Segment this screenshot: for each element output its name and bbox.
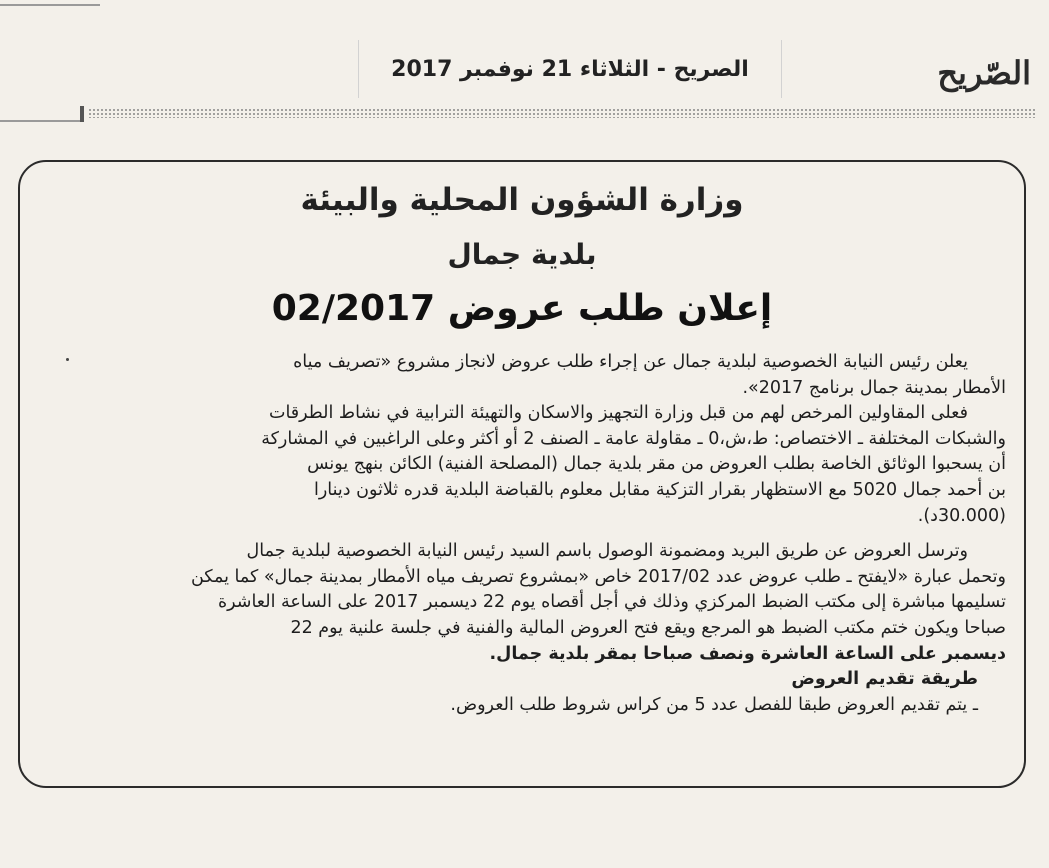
- rule-tick: [80, 106, 84, 122]
- top-rule: [0, 4, 100, 6]
- body-line: والشبكات المختلفة ـ الاختصاص: ط،ش،0 ـ مقاولة عامة ـ الصنف 2 أو أكثر وعلى الراغبين في المشاركة: [261, 428, 1006, 449]
- body-line: يعلن رئيس النيابة الخصوصية لبلدية جمال عن إجراء طلب عروض لانجاز مشروع «تصريف مياه: [293, 352, 968, 372]
- section-title: طريقة تقديم العروض: [791, 669, 978, 690]
- body-line: بن أحمد جمال 5020 مع الاستظهار بقرار التزكية مقابل معلوم بالقباضة البلدية قدره ثلاثون دينارا: [313, 479, 1006, 500]
- announcement-title: إعلان طلب عروض 02/2017: [271, 288, 773, 329]
- announcement-body: [38, 350, 1006, 718]
- municipality-heading: بلدية جمال: [447, 238, 597, 271]
- paragraph-submission: [38, 539, 1006, 667]
- body-line: وتحمل عبارة «لايفتح ـ طلب عروض عدد 2017/02 خاص «بمشروع تصريف مياه الأمطار بمدينة جمال» كما يمكن: [190, 566, 1006, 587]
- paragraph-eligibility: [38, 401, 1006, 529]
- body-line: وترسل العروض عن طريق البريد ومضمونة الوصول باسم السيد رئيس النيابة الخصوصية لبلدية جمال: [246, 541, 968, 562]
- header-dateline: الصريح - الثلاثاء 21 نوفمبر 2017: [391, 56, 749, 82]
- body-line: فعلى المقاولين المرخص لهم من قبل وزارة التجهيز والاسكان والتهيئة الترابية في نشاط الطرقات: [268, 403, 968, 424]
- body-line: أن يسحبوا الوثائق الخاصة بطلب العروض من مقر بلدية جمال (المصلحة الفنية) الكائن بنهج يونس: [307, 454, 1006, 475]
- paragraph-intro: [38, 350, 1006, 401]
- body-line: الأمطار بمدينة جمال برنامج 2017».: [742, 377, 1006, 398]
- body-line: (30.000د).: [917, 505, 1006, 526]
- bullet-line: ـ يتم تقديم العروض طبقا للفصل عدد 5 من كراس شروط طلب العروض.: [450, 694, 978, 715]
- body-line: صباحا ويكون ختم مكتب الضبط هو المرجع ويقع فتح العروض المالية والفنية في جلسة علنية يوم 22: [290, 617, 1006, 638]
- announcement-frame: [18, 160, 1026, 788]
- masthead-rule: [0, 120, 80, 122]
- body-line: ديسمبر على الساعة العاشرة ونصف صباحا بمقر بلدية جمال.: [489, 643, 1006, 664]
- dotted-divider: [88, 108, 1036, 118]
- ministry-heading: وزارة الشؤون المحلية والبيئة: [300, 182, 744, 218]
- header-box: [358, 40, 782, 98]
- newspaper-logo: الصّريح: [937, 54, 1031, 92]
- body-line: تسليمها مباشرة إلى مكتب الضبط المركزي وذلك في أجل أقصاه يوم 22 ديسمبر 2017 على الساعة العاشرة: [217, 592, 1006, 613]
